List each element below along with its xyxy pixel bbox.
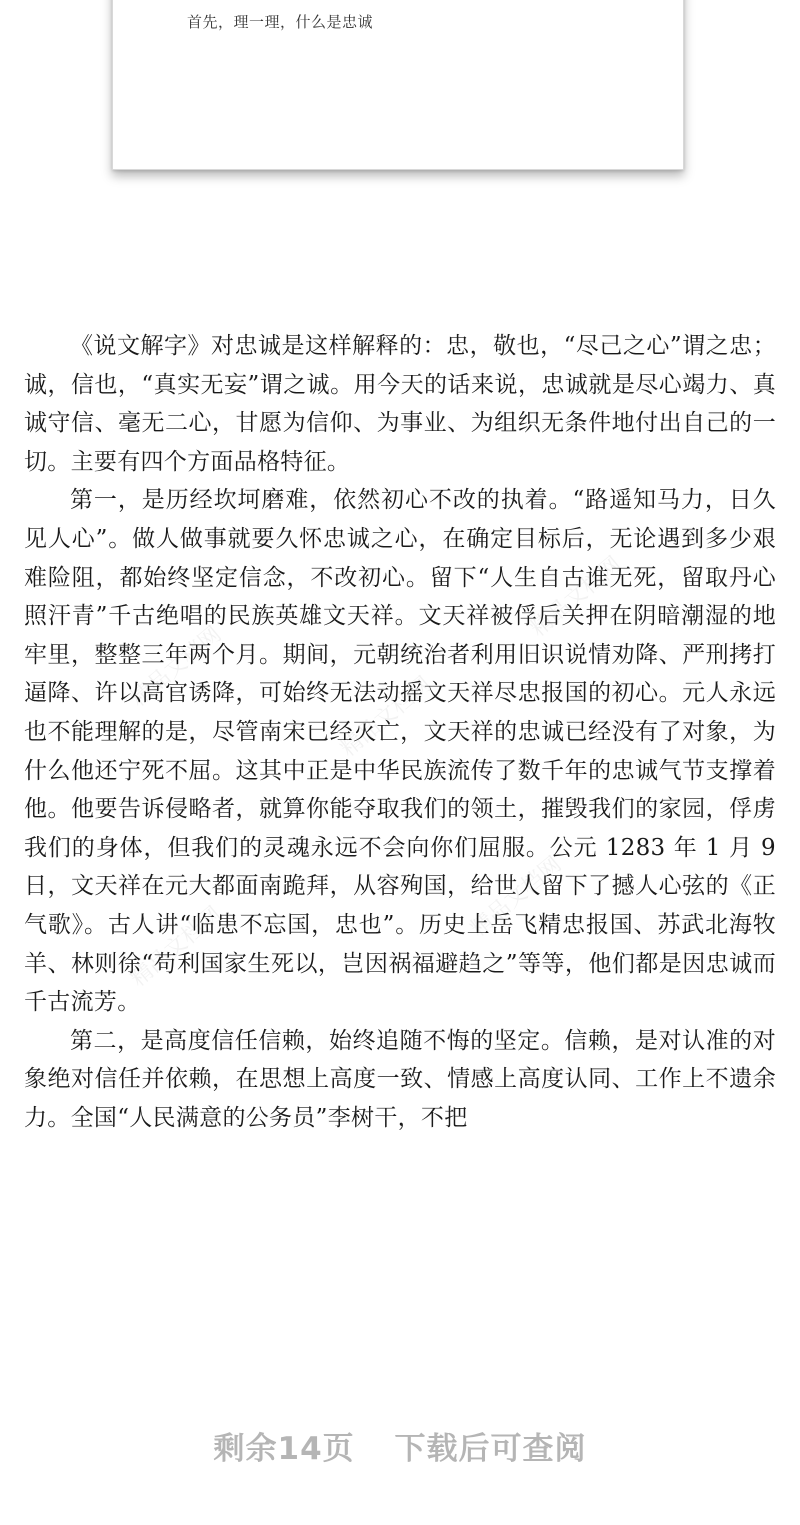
watermark: 精品文档网 — [466, 852, 567, 942]
slide-caption: 首先，理一理，什么是忠诚 — [187, 13, 374, 31]
slide-thumbnail — [112, 0, 684, 170]
document-body — [24, 327, 776, 1137]
watermark: 精品文档网 — [526, 552, 627, 642]
remaining-pages-count[interactable]: 剩余14页 — [213, 1431, 355, 1467]
paragraph-intro: 《说文解字》对忠诚是这样解释的：忠，敬也，“尽己之心”谓之忠；诚，信也，“真实无妄”谓之诚。用今天的话来说，忠诚就是尽心竭力、真诚守信、毫无二心，甘愿为信仰、为事业、为组织无条件地付出自己的一切。主要有四个方面品格特征。 — [24, 333, 776, 475]
paragraph-first: 第一，是历经坎坷磨难，依然初心不改的执着。“路遥知马力，日久见人心”。做人做事就要久怀忠诚之心，在确定目标后，无论遇到多少艰难险阻，都始终坚定信念，不改初心。留下“人生自古谁无死，留取丹心照汗青”千古绝唱的民族英雄文天祥。文天祥被俘后关押在阴暗潮湿的地牢里，整整三年两个月。期间，元朝统治者利用旧识说情劝降、严刑拷打逼降、许以高官诱降，可始终无法动摇文天祥尽忠报国的初心。元人永远也不能理解的是，尽管南宋已经灭亡，文天祥的忠诚已经没有了对象，为什么他还宁死不屈。这其中正是中华民族流传了数千年的忠诚气节支撑着他。他要告诉侵略者，就算你能夺取我们的领土，摧毁我们的家园，俘虏我们的身体，但我们的灵魂永远不会向你们屈服。公元 1283 年 1 月 9 日，文天祥在元大都面南跪拜，从容殉国，给世人留下了撼人心弦的《正气歌》。古人讲“临患不忘国，忠也”。历史上岳飞精忠报国、苏武北海牧羊、林则徐“苟利国家生死以，岂因祸福避趋之”等等，他们都是因忠诚而千古流芳。 — [24, 487, 776, 1016]
download-hint-link[interactable]: 下载后可查阅 — [394, 1431, 587, 1467]
paragraph-second: 第二，是高度信任信赖，始终追随不悔的坚定。信赖，是对认准的对象绝对信任并依赖，在思想上高度一致、情感上高度认同、工作上不遗余力。全国“人民满意的公务员”李树干，不把 — [24, 1027, 776, 1131]
remaining-pages-banner[interactable] — [0, 1423, 800, 1468]
watermark: 精品文档网 — [126, 902, 227, 992]
watermark: 精品文档网 — [336, 672, 437, 762]
watermark: 精品文档网 — [126, 622, 227, 712]
